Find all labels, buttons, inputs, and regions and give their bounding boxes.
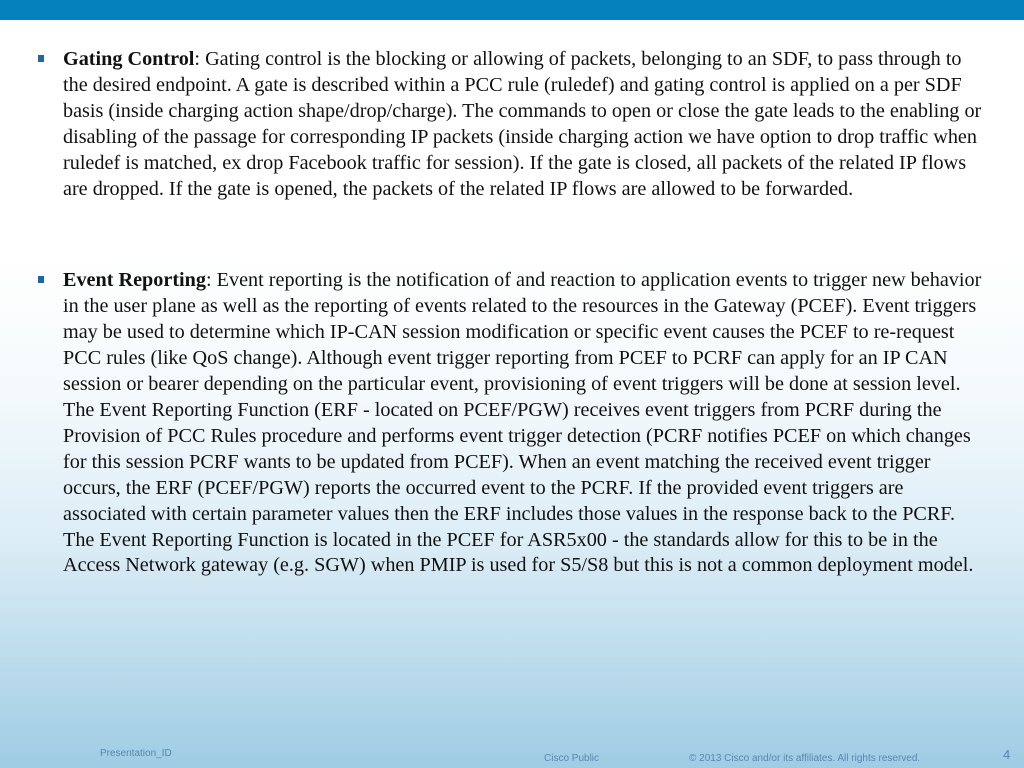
footer-presentation-id: Presentation_ID — [100, 748, 172, 759]
bullet-separator: : — [206, 269, 212, 292]
bullet-gating-control — [38, 47, 983, 202]
slide-body — [38, 47, 983, 579]
bullet-text: Event reporting is the notification of and reaction to application events to trigger new behavior in the user plane as well as the reporting of events related to the resources in the Gateway (PCEF). Event triggers may be used to determine which IP-CAN session modification or specific event causes the PCEF to re-request PCC rules (like QoS change). Although event trigger reporting from PCEF to PCRF can apply for an IP CAN session or bearer depending on the particular event, provisioning of event triggers will be done at session level. The Event Reporting Function (ERF - located on PCEF/PGW) receives event triggers from PCRF during the Provision of PCC Rules procedure and performs event trigger detection (PCRF notifies PCEF on which changes for this session PCRF wants to be updated from PCEF). When an event matching the received event trigger occurs, the ERF (PCEF/PGW) reports the occurred event to the PCRF. If the provided event triggers are associated with certain parameter values then the ERF includes those values in the response back to the PCRF. The Event Reporting Function is located in the PCEF for ASR5x00 - the standards allow for this to be in the Access Network gateway (e.g. SGW) when PMIP is used for S5/S8 but this is not a common deployment model. — [63, 269, 982, 577]
bullet-term: Gating Control — [63, 48, 195, 70]
square-bullet-icon — [38, 276, 44, 283]
bullet-term: Event Reporting — [63, 269, 206, 292]
square-bullet-icon — [38, 55, 44, 62]
bullet-separator: : — [194, 48, 201, 70]
footer-copyright: © 2013 Cisco and/or its affiliates. All rights reserved. — [689, 753, 921, 764]
page-number: 4 — [1003, 747, 1011, 762]
bullet-text: Gating control is the blocking or allowing of packets, belonging to an SDF, to pass through to the desired endpoint. A gate is described within a PCC rule (ruledef) and gating control is applied on a per SDF basis (inside charging action shape/drop/charge). The commands to open or close the gate leads to the enabling or disabling of the passage for corresponding IP packets (inside charging action we have option to drop traffic when ruledef is matched, ex drop Facebook traffic for session). If the gate is closed, all packets of the related IP flows are dropped. If the gate is opened, the packets of the related IP flows are allowed to be forwarded. — [63, 48, 982, 200]
footer-classification: Cisco Public — [544, 753, 600, 764]
top-accent-bar — [0, 0, 1024, 20]
bullet-event-reporting — [38, 268, 983, 579]
